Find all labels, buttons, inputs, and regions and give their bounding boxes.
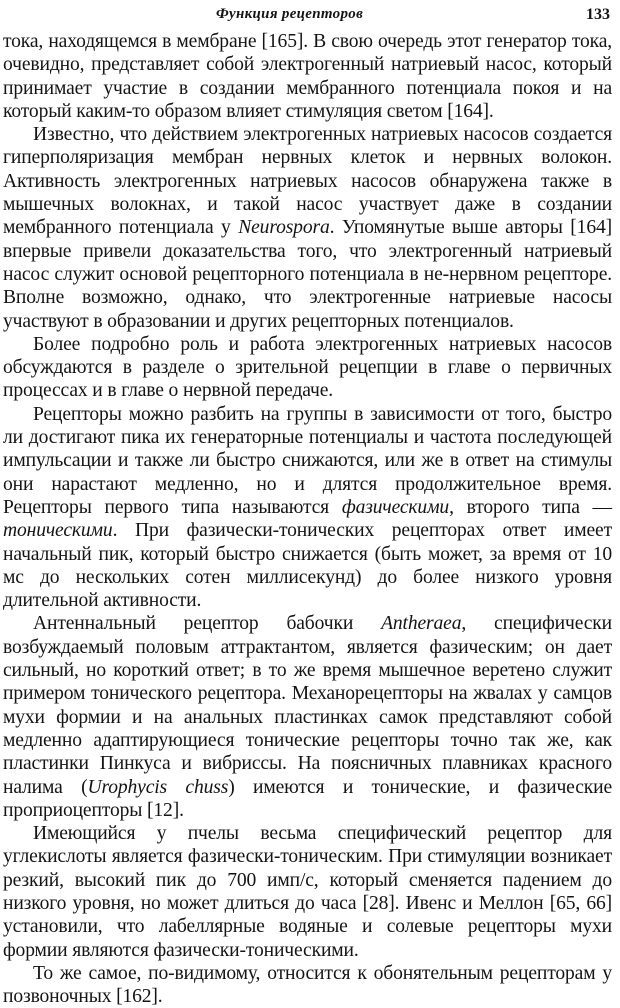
text-run: . При фазически-тонических рецепторах ответ имеет начальный пик, который быстро снижается (быть может, за время от 10 мс до нескольких сотен миллисекунд) до более низкого уровня длительной активности. (3, 520, 612, 612)
text-run: ) имеются и тонические, и фазические проприоцепторы [12]. (3, 776, 613, 821)
paragraph (3, 333, 612, 403)
text-run: Антеннальный рецептор бабочки (33, 613, 382, 635)
text-run: То же самое, по-видимому, относится к обонятельным рецепторам у позвоночных [162]. (3, 962, 612, 1008)
italic-term: фазическими (341, 496, 450, 518)
italic-term: Antheraea (381, 613, 462, 635)
paragraph (3, 962, 612, 1008)
body-text (3, 30, 612, 1008)
text-run: Рецепторы можно разбить на группы в зависимости от того, быстро ли достигают пика их генераторные потенциалы и частота последующей импульсации и также ли быстро снижаются, или же в ответ на стимулы они нарастают медленно, но и длятся продолжительное время. Рецепторы первого типа называются (3, 403, 612, 518)
paragraph (3, 403, 612, 613)
text-run: Более подробно роль и работа электрогенных натриевых насосов обсуждаются в разделе о зрительной рецепции в главе о первичных процессах и в главе о нервной передаче. (3, 333, 612, 402)
italic-term: Neurospora (238, 217, 330, 239)
italic-term: тоническими (3, 520, 113, 542)
page-number: 133 (586, 6, 610, 23)
text-run: , специфически возбуждаемый половым аттрактантом, является фазическим; он дает сильный, но короткий ответ; в то же время мышечное веретено служит примером тонического рецептора. Механорецепторы на жвалах у самцов мухи формии и на анальных пластинках самок представляют собой медленно адаптирующиеся тонические рецепторы точно так же, как пластинки Пинкуса и вибриссы. На поясничных плавниках красного налима ( (3, 613, 612, 798)
text-run: тока, находящемся в мембране [165]. В свою очередь этот генератор тока, очевидно, представляет собой электрогенный натриевый насос, который принимает участие в создании мембранного потенциала покоя и на который каким-то образом влияет стимуляция светом [164]. (3, 31, 612, 122)
paragraph (3, 822, 612, 962)
running-title: Функция рецепторов (216, 6, 364, 22)
paragraph (3, 30, 612, 123)
text-run: Имеющийся у пчелы весьма специфический рецептор для углекислоты является фазически-тоническим. При стимуляции возникает резкий, высокий пик до 700 имп/с, который сменяется падением до низкого уровня, но может длиться до часа [28]. Ивенс и Меллон [65, 66] установили, что лабеллярные водяные и солевые рецепторы мухи формии являются фазически-тоническими. (3, 823, 612, 961)
page-header (3, 6, 612, 30)
italic-term: Urophycis chuss (87, 776, 229, 798)
text-run: . Упомянутые выше авторы [164] впервые привели доказательства того, что электрогенный натриевый насос служит основой рецепторного потенциала в не-нервном рецепторе. Вполне возможно, однако, что электрогенные натриевые насосы участвуют в образовании и других рецепторных потенциалов. (3, 217, 612, 332)
text-run: , второго типа — (449, 496, 612, 518)
paragraph (3, 123, 612, 333)
paragraph (3, 612, 612, 822)
text-run: Известно, что действием электрогенных натриевых насосов создается гиперполяризация мембран нервных клеток и нервных волокон. Активность электрогенных натриевых насосов обнаружена также в мышечных волокнах, и такой насос участвует даже в создании мембранного потенциала у (3, 124, 612, 239)
